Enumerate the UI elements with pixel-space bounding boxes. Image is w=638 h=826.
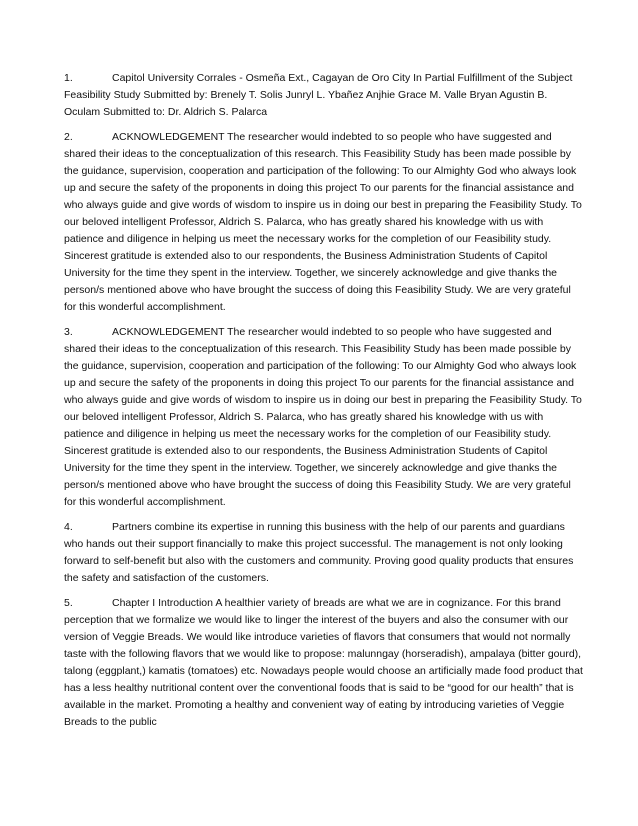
list-item-5 <box>64 595 584 731</box>
item-text: Partners combine its expertise in running this business with the help of our parents and guardians who hands out their support financially to make this project successful. The management is not only looking forward to self-benefit but also with the customers and community. Proving good quality products that ensures the safety and satisfaction of the customers. <box>64 521 574 584</box>
list-item-2 <box>64 129 584 316</box>
item-text: ACKNOWLEDGEMENT The researcher would indebted to so people who have suggested and shared their ideas to the conceptualization of this research. This Feasibility Study has been made possible by the guidance, supervision, cooperation and participation of the following: To our Almighty God who always look up and secure the safety of the proponents in doing this project To our parents for the financial assistance and who always guide and give words of wisdom to inspire us in doing our best in preparing the Feasibility Study. To our beloved intelligent Professor, Aldrich S. Palarca, who has greatly shared his knowledge with us with patience and diligence in helping us meet the necessary works for the completion of our Feasibility study. Sincerest gratitude is extended also to our respondents, the Business Administration Students of Capitol University for the time they spent in the interview. Together, we sincerely acknowledge and give thanks the person/s mentioned above who have brought the success of doing this Feasibility Study. We are very grateful for this wonderful accomplishment. <box>64 326 582 508</box>
item-text: Chapter I Introduction A healthier variety of breads are what we are in cognizance. For this brand perception that we formalize we would like to linger the interest of the buyers and also the consumer with our version of Veggie Breads. We would like introduce varieties of flavors that consumers that would not normally taste with the following flavors that we would like to propose: malunngay (horseradish), ampalaya (bitter gourd), talong (eggplant,) kamatis (tomatoes) etc. Nowadays people would choose an artificially made food product that has a less healthy nutritional content over the conventional foods that is said to be “good for our health” that is available in the market. Promoting a healthy and convenient way of eating by introducing varieties of Veggie Breads to the public <box>64 597 583 728</box>
item-number: 4. <box>64 521 73 533</box>
item-number: 3. <box>64 326 73 338</box>
list-item-3 <box>64 324 584 511</box>
item-text: ACKNOWLEDGEMENT The researcher would indebted to so people who have suggested and shared their ideas to the conceptualization of this research. This Feasibility Study has been made possible by the guidance, supervision, cooperation and participation of the following: To our Almighty God who always look up and secure the safety of the proponents in doing this project To our parents for the financial assistance and who always guide and give words of wisdom to inspire us in doing our best in preparing the Feasibility Study. To our beloved intelligent Professor, Aldrich S. Palarca, who has greatly shared his knowledge with us with patience and diligence in helping us meet the necessary works for the completion of our Feasibility study. Sincerest gratitude is extended also to our respondents, the Business Administration Students of Capitol University for the time they spent in the interview. Together, we sincerely acknowledge and give thanks the person/s mentioned above who have brought the success of doing this Feasibility Study. We are very grateful for this wonderful accomplishment. <box>64 131 582 313</box>
document-page <box>64 70 584 739</box>
item-number: 5. <box>64 597 73 609</box>
list-item-4 <box>64 519 584 587</box>
item-number: 2. <box>64 131 73 143</box>
item-text: Capitol University Corrales - Osmeña Ext., Cagayan de Oro City In Partial Fulfillment of the Subject Feasibility Study Submitted by: Brenely T. Solis Junryl L. Ybañez Anjhie Grace M. Valle Bryan Agustin B. Oculam Submitted to: Dr. Aldrich S. Palarca <box>64 72 573 118</box>
list-item-1 <box>64 70 584 121</box>
item-number: 1. <box>64 72 73 84</box>
